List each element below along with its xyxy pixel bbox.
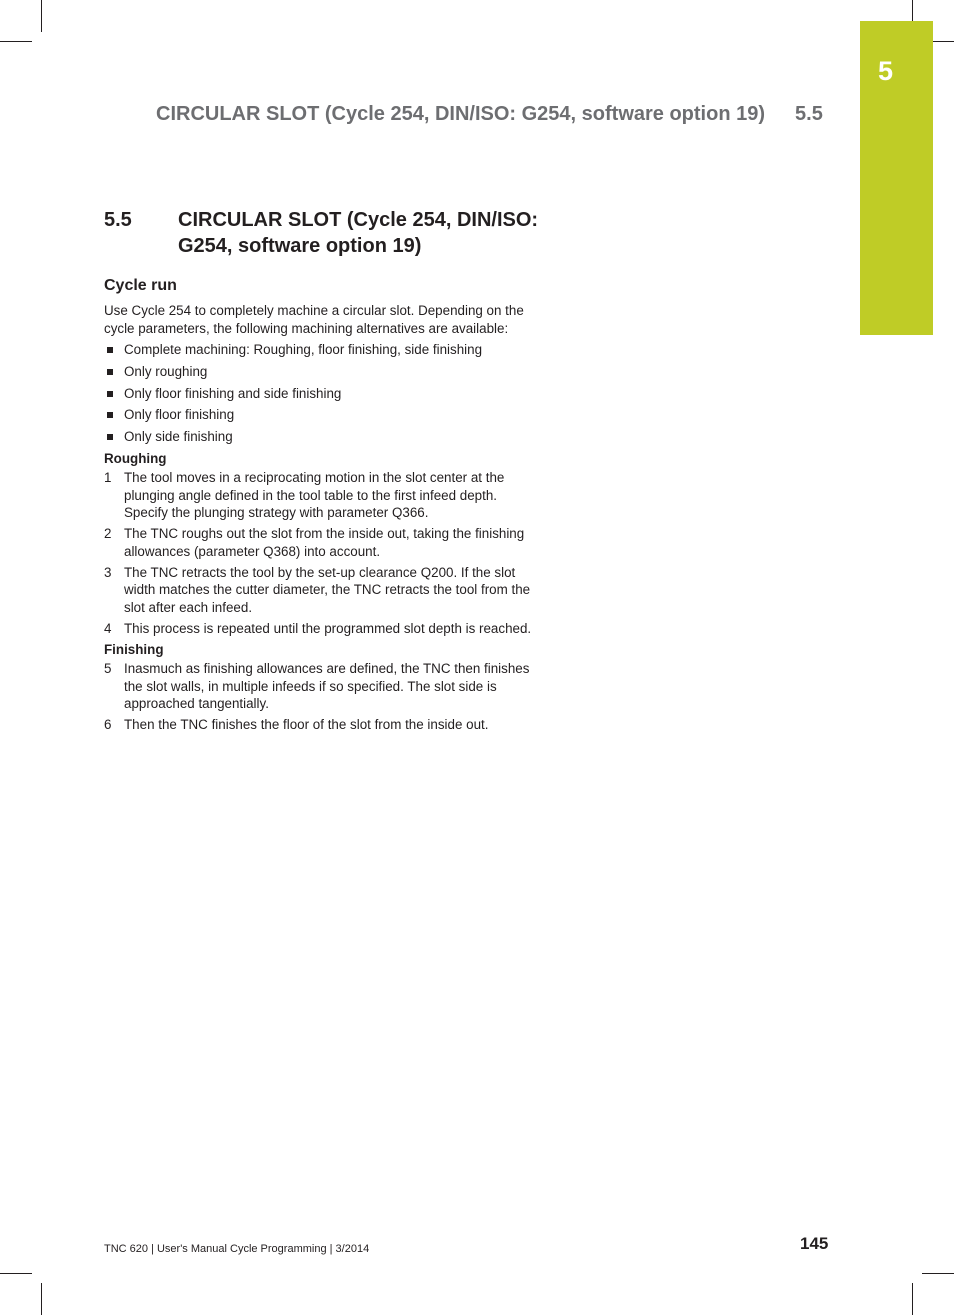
finishing-steps [104,660,534,734]
cycle-run-intro: Use Cycle 254 to completely machine a circular slot. Depending on the cycle parameters, the following machining alternatives are available: [104,303,524,336]
list-item: Only floor finishing and side finishing [104,385,534,403]
crop-mark [922,1273,954,1274]
square-bullet-icon [107,434,113,440]
running-head-number: 5.5 [795,103,823,125]
page-number: 145 [800,1234,829,1253]
cycle-run-heading: Cycle run [104,277,177,294]
list-item: Complete machining: Roughing, floor finishing, side finishing [104,341,534,359]
running-head-title: CIRCULAR SLOT (Cycle 254, DIN/ISO: G254, software option 19) [156,103,766,125]
crop-mark [0,1273,32,1274]
main-content [104,276,534,737]
footer-text: TNC 620 | User's Manual Cycle Programming | 3/2014 [104,1243,370,1255]
crop-mark [0,41,32,42]
square-bullet-icon [107,369,113,375]
step-number: 6 [104,717,112,733]
step-item: 2 The TNC roughs out the slot from the inside out, taking the finishing allowances (parameter Q368) into account. [104,526,525,559]
list-item: Only floor finishing [104,406,534,424]
machining-alternatives-list [104,341,534,446]
list-item: Only roughing [104,363,534,381]
step-item: 6 Then the TNC finishes the floor of the slot from the inside out. [104,717,489,733]
section-number: 5.5 [104,209,132,231]
step-item: 5 Inasmuch as finishing allowances are defined, the TNC then finishes the slot walls, in multiple infeeds if so specified. The slot side is approached tangentially. [104,661,530,712]
crop-mark [41,0,42,32]
step-item: 1 The tool moves in a reciprocating motion in the slot center at the plunging angle defined in the tool table to the first infeed depth. Specify the plunging strategy with parameter Q366. [104,470,505,521]
roughing-heading: Roughing [104,450,167,466]
step-number: 5 [104,661,112,677]
chapter-number: 5 [878,56,894,86]
step-number: 3 [104,564,112,580]
list-item: Only side finishing [104,428,534,446]
crop-mark [41,1283,42,1315]
step-number: 2 [104,526,112,542]
step-number: 1 [104,470,112,486]
crop-mark [912,1283,913,1315]
roughing-steps [104,469,534,637]
step-item: 3 The TNC retracts the tool by the set-up clearance Q200. If the slot width matches the cutter diameter, the TNC retracts the tool from the slot after each infeed. [104,564,531,615]
step-item: 4 This process is repeated until the programmed slot depth is reached. [104,620,532,636]
running-head [156,103,823,126]
square-bullet-icon [107,412,113,418]
section-title: CIRCULAR SLOT (Cycle 254, DIN/ISO: G254, software option 19) [178,209,539,257]
step-number: 4 [104,620,112,636]
finishing-heading: Finishing [104,641,164,657]
chapter-tab [860,21,933,335]
square-bullet-icon [107,391,113,397]
square-bullet-icon [107,347,113,353]
